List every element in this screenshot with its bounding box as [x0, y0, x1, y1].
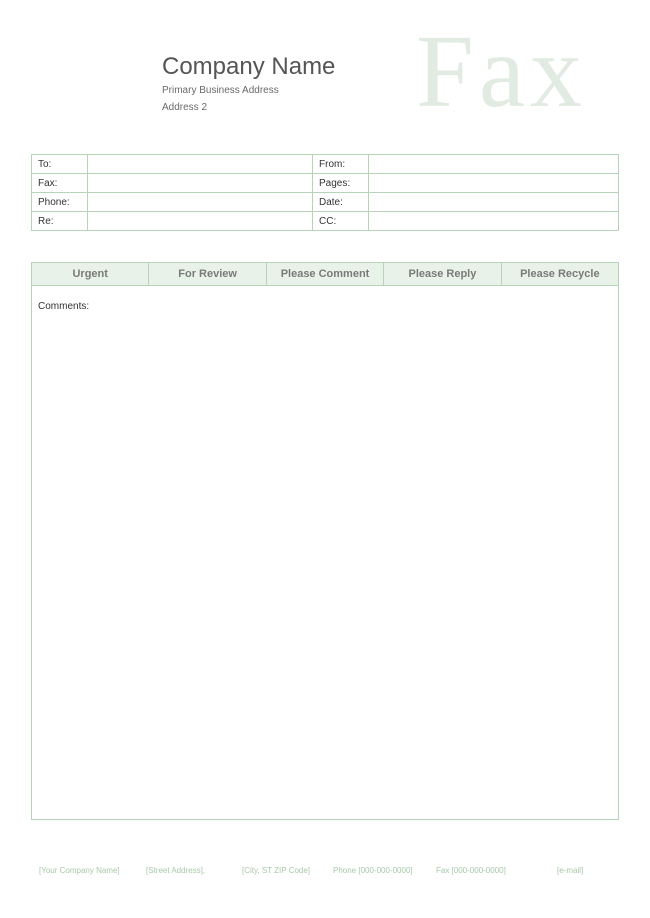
re-label: Re: [32, 212, 88, 231]
re-field[interactable] [88, 212, 313, 231]
info-table [31, 154, 619, 231]
info-row-re [32, 212, 619, 231]
comments-label: Comments: [38, 301, 90, 312]
status-for-review[interactable]: For Review [149, 263, 266, 285]
status-please-reply[interactable]: Please Reply [384, 263, 501, 285]
status-please-comment[interactable]: Please Comment [267, 263, 384, 285]
address-line-2: Address 2 [162, 102, 208, 113]
cc-label: CC: [313, 212, 369, 231]
date-field[interactable] [369, 193, 619, 212]
phone-label: Phone: [32, 193, 88, 212]
status-options-row [32, 263, 618, 286]
address-line-1: Primary Business Address [162, 85, 279, 96]
footer-street: [Street Address], [146, 866, 206, 875]
fax-label: Fax: [32, 174, 88, 193]
footer-phone: Phone [000-000-0000] [333, 866, 413, 875]
status-please-recycle[interactable]: Please Recycle [520, 268, 600, 280]
comments-box[interactable] [31, 262, 619, 820]
info-row-fax [32, 174, 619, 193]
date-label: Date: [313, 193, 369, 212]
fax-field[interactable] [88, 174, 313, 193]
cc-field[interactable] [369, 212, 619, 231]
pages-label: Pages: [313, 174, 369, 193]
footer-company: [Your Company Name] [39, 866, 120, 875]
pages-field[interactable] [369, 174, 619, 193]
info-row-to [32, 155, 619, 174]
info-row-phone [32, 193, 619, 212]
footer-fax: Fax [000-000-0000] [436, 866, 506, 875]
to-field[interactable] [88, 155, 313, 174]
footer-email: [e-mail] [557, 866, 584, 875]
footer-city: [City, ST ZIP Code] [242, 866, 311, 875]
to-label: To: [32, 155, 88, 174]
from-field[interactable] [369, 155, 619, 174]
company-name: Company Name [162, 53, 336, 80]
status-urgent[interactable]: Urgent [32, 263, 149, 285]
fax-title: Fax [416, 14, 587, 129]
phone-field[interactable] [88, 193, 313, 212]
from-label: From: [313, 155, 369, 174]
